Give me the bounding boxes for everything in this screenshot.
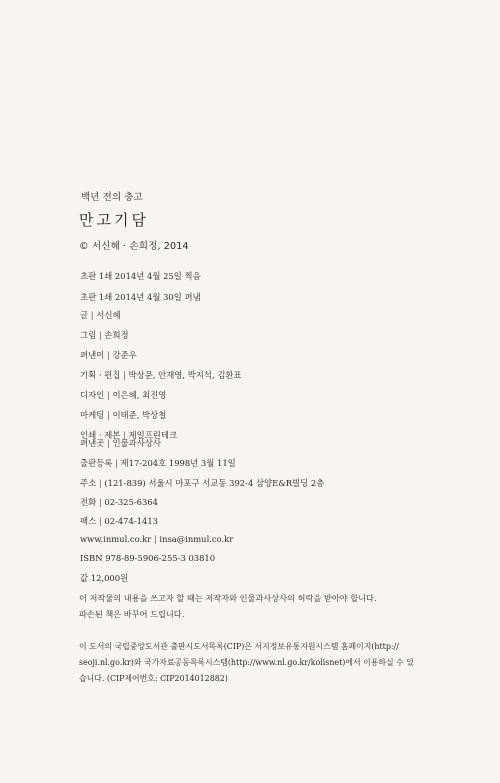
credit-row — [80, 409, 166, 421]
credit-row — [80, 369, 242, 381]
printing-line: 초판 1쇄 2014년 4월 30일 펴냄 — [80, 292, 201, 302]
separator: | — [153, 534, 157, 544]
printing-line: 초판 1쇄 2014년 4월 25일 찍음 — [80, 271, 201, 281]
contact-row — [80, 515, 158, 527]
separator: | — [106, 410, 110, 420]
publisher-label: 펴낸곳 — [80, 438, 105, 448]
price: 값 12,000원 — [80, 573, 129, 583]
cip-notice — [79, 639, 439, 687]
separator: | — [98, 478, 102, 488]
separator: | — [123, 430, 126, 440]
credit-value: 강준우 — [112, 350, 137, 360]
usage-notice — [79, 590, 439, 622]
fax-value: 02-474-1413 — [104, 516, 158, 526]
contact-row — [80, 477, 324, 489]
separator: | — [123, 370, 126, 380]
contact-label: 팩스 — [80, 516, 97, 526]
credit-label: 인쇄 · 제본 — [80, 430, 121, 440]
cip-line: 이 도서의 국립중앙도서관 출판시도서목록(CIP)은 서지정보유통지원시스템 홈페이지(http:// — [79, 642, 399, 651]
credit-label: 펴낸이 — [80, 350, 105, 360]
book-subtitle: 백년 전의 충고 — [81, 192, 143, 203]
contact-label: 주소 — [80, 478, 97, 488]
cip-line: 습니다. (CIP제어번호: CIP2014012882) — [79, 674, 228, 683]
publisher-label: 출판등록 — [80, 458, 113, 468]
credit-row — [80, 309, 121, 321]
cip-line: seoji.nl.go.kr)와 국가자료공동목록시스템(http://www.nl.go.kr/kolisnet)에서 이용하실 수 있 — [79, 658, 414, 667]
separator: | — [106, 438, 110, 448]
website: www.inmul.co.kr — [80, 534, 152, 544]
notice-line: 파손된 책은 바꾸어 드립니다. — [79, 609, 185, 619]
separator: | — [98, 330, 102, 340]
credit-label: 마케팅 — [80, 410, 105, 420]
publisher-row — [80, 437, 161, 449]
separator: | — [106, 390, 110, 400]
credit-row — [80, 349, 137, 361]
credit-value: 제일프린테크 — [128, 430, 178, 440]
credit-label: 그림 — [80, 330, 97, 340]
credit-row — [80, 329, 129, 341]
isbn: ISBN 978-89-5906-255-3 03810 — [80, 553, 216, 563]
credit-label: 디자인 — [80, 390, 105, 400]
credit-value: 이태준, 박상철 — [112, 410, 167, 420]
phone-value: 02-325-6364 — [104, 497, 158, 507]
separator: | — [115, 458, 118, 468]
credit-label: 기획 · 편집 — [80, 370, 121, 380]
credit-value: 이은혜, 최진영 — [112, 390, 167, 400]
publisher-value: 인물과사상사 — [112, 438, 161, 448]
contact-label: 전화 — [80, 497, 97, 507]
credit-label: 글 — [80, 310, 89, 320]
separator: | — [90, 310, 94, 320]
separator: | — [98, 516, 102, 526]
address-value: (121-839) 서울시 마포구 서교동 392-4 삼양E&R빌딩 2층 — [104, 478, 325, 488]
email: insa@inmul.co.kr — [159, 534, 234, 544]
contact-row — [80, 496, 158, 508]
book-title: 만고기담 — [79, 211, 149, 229]
separator: | — [106, 350, 110, 360]
notice-line: 이 저작물의 내용을 쓰고자 할 때는 저작자와 인물과사상사의 허락을 받아야 합니다. — [79, 593, 377, 603]
separator: | — [98, 497, 102, 507]
credit-row — [80, 389, 166, 401]
credit-value: 서신혜 — [96, 310, 121, 320]
publisher-row — [80, 457, 236, 469]
copyright-line: © 서신혜 · 손희정, 2014 — [79, 241, 189, 252]
credit-value: 박상문, 안재영, 박지석, 김환표 — [128, 370, 242, 380]
publisher-value: 제17-204호 1998년 3월 11일 — [120, 458, 236, 468]
credit-value: 손희정 — [104, 330, 129, 340]
contact-row — [80, 534, 233, 544]
